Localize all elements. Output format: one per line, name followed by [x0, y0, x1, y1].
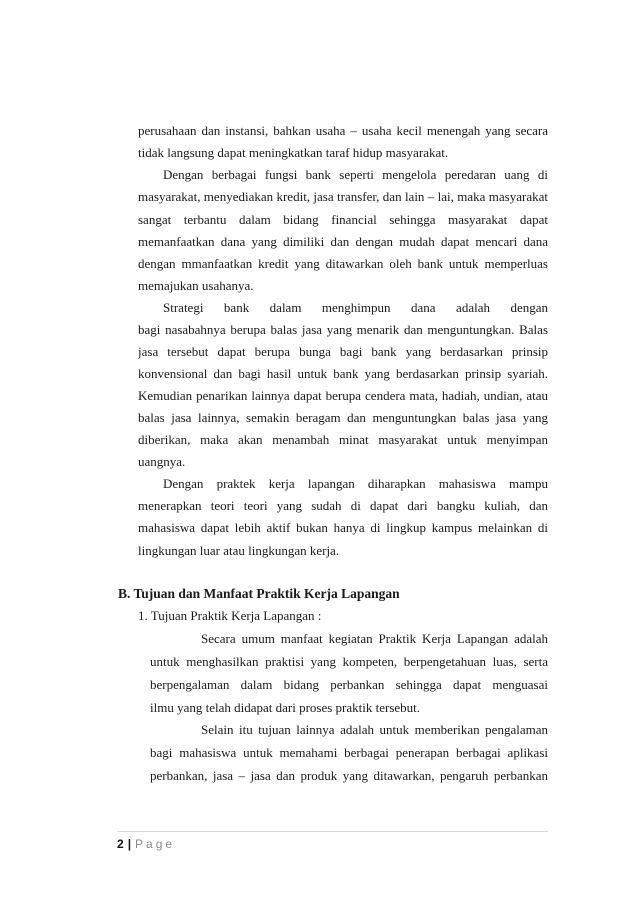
body-line: bagi mahasiswa untuk memahami berbagai penerapan berbagai aplikasi: [150, 745, 548, 760]
footer-divider: [117, 831, 548, 832]
body-line: sangat terbantu dalam bidang financial sehingga masyarakat dapat: [138, 212, 548, 227]
body-line: untuk menghasilkan praktisi yang kompeten, berpengetahuan luas, serta: [150, 654, 548, 669]
body-line: Strategi bank dalam menghimpun dana adalah dengan: [163, 300, 548, 315]
body-line: konvensional dan bagi hasil untuk bank yang berdasarkan prinsip syariah.: [138, 366, 548, 381]
body-line: memajukan usahanya.: [138, 278, 254, 293]
body-line: dengan mmanfaatkan kredit yang ditawarkan oleh bank untuk memperluas: [138, 256, 548, 271]
body-line: Secara umum manfaat kegiatan Praktik Kerja Lapangan adalah: [201, 631, 548, 646]
subsection-title: 1. Tujuan Praktik Kerja Lapangan :: [138, 608, 322, 623]
page-number: 2: [117, 837, 124, 851]
body-line: lingkungan luar atau lingkungan kerja.: [138, 543, 340, 558]
body-line: berpengalaman dalam bidang perbankan sehingga dapat menguasai: [150, 677, 548, 692]
section-heading: B. Tujuan dan Manfaat Praktik Kerja Lapangan: [118, 586, 400, 601]
body-line: perbankan, jasa – jasa dan produk yang ditawarkan, pengaruh perbankan: [150, 768, 548, 783]
body-line: ilmu yang telah didapat dari proses praktik tersebut.: [150, 700, 421, 715]
body-line: perusahaan dan instansi, bahkan usaha – usaha kecil menengah yang secara: [138, 123, 548, 138]
body-line: Dengan berbagai fungsi bank seperti mengelola peredaran uang di: [163, 167, 548, 182]
body-line: jasa tersebut dapat berupa bunga bagi bank yang berdasarkan prinsip: [138, 344, 548, 359]
body-line: Selain itu tujuan lainnya adalah untuk memberikan pengalaman: [201, 722, 548, 737]
body-line: Dengan praktek kerja lapangan diharapkan mahasiswa mampu: [163, 476, 548, 491]
footer-separator: |: [127, 837, 132, 851]
body-line: masyarakat, menyediakan kredit, jasa transfer, dan lain – lai, maka masyarakat: [138, 189, 548, 204]
body-line: balas jasa lainnya, semakin beragam dan menguntungkan balas jasa yang: [138, 410, 548, 425]
body-line: mahasiswa dapat lebih aktif bukan hanya di lingkup kampus melainkan di: [138, 520, 548, 535]
page-footer: [117, 836, 175, 852]
body-line: bagi nasabahnya berupa balas jasa yang menarik dan menguntungkan. Balas: [138, 322, 548, 337]
page-label: Page: [135, 837, 176, 851]
body-line: memanfaatkan dana yang dimiliki dan dengan mudah dapat mencari dana: [138, 234, 548, 249]
body-line: Kemudian penarikan lainnya dapat berupa cendera mata, hadiah, undian, atau: [138, 388, 548, 403]
body-line: diberikan, maka akan menambah minat masyarakat untuk menyimpan: [138, 432, 548, 447]
body-line: menerapkan teori teori yang sudah di dapat dari bangku kuliah, dan: [138, 498, 548, 513]
body-line: tidak langsung dapat meningkatkan taraf hidup masyarakat.: [138, 145, 449, 160]
body-line: uangnya.: [138, 454, 186, 469]
